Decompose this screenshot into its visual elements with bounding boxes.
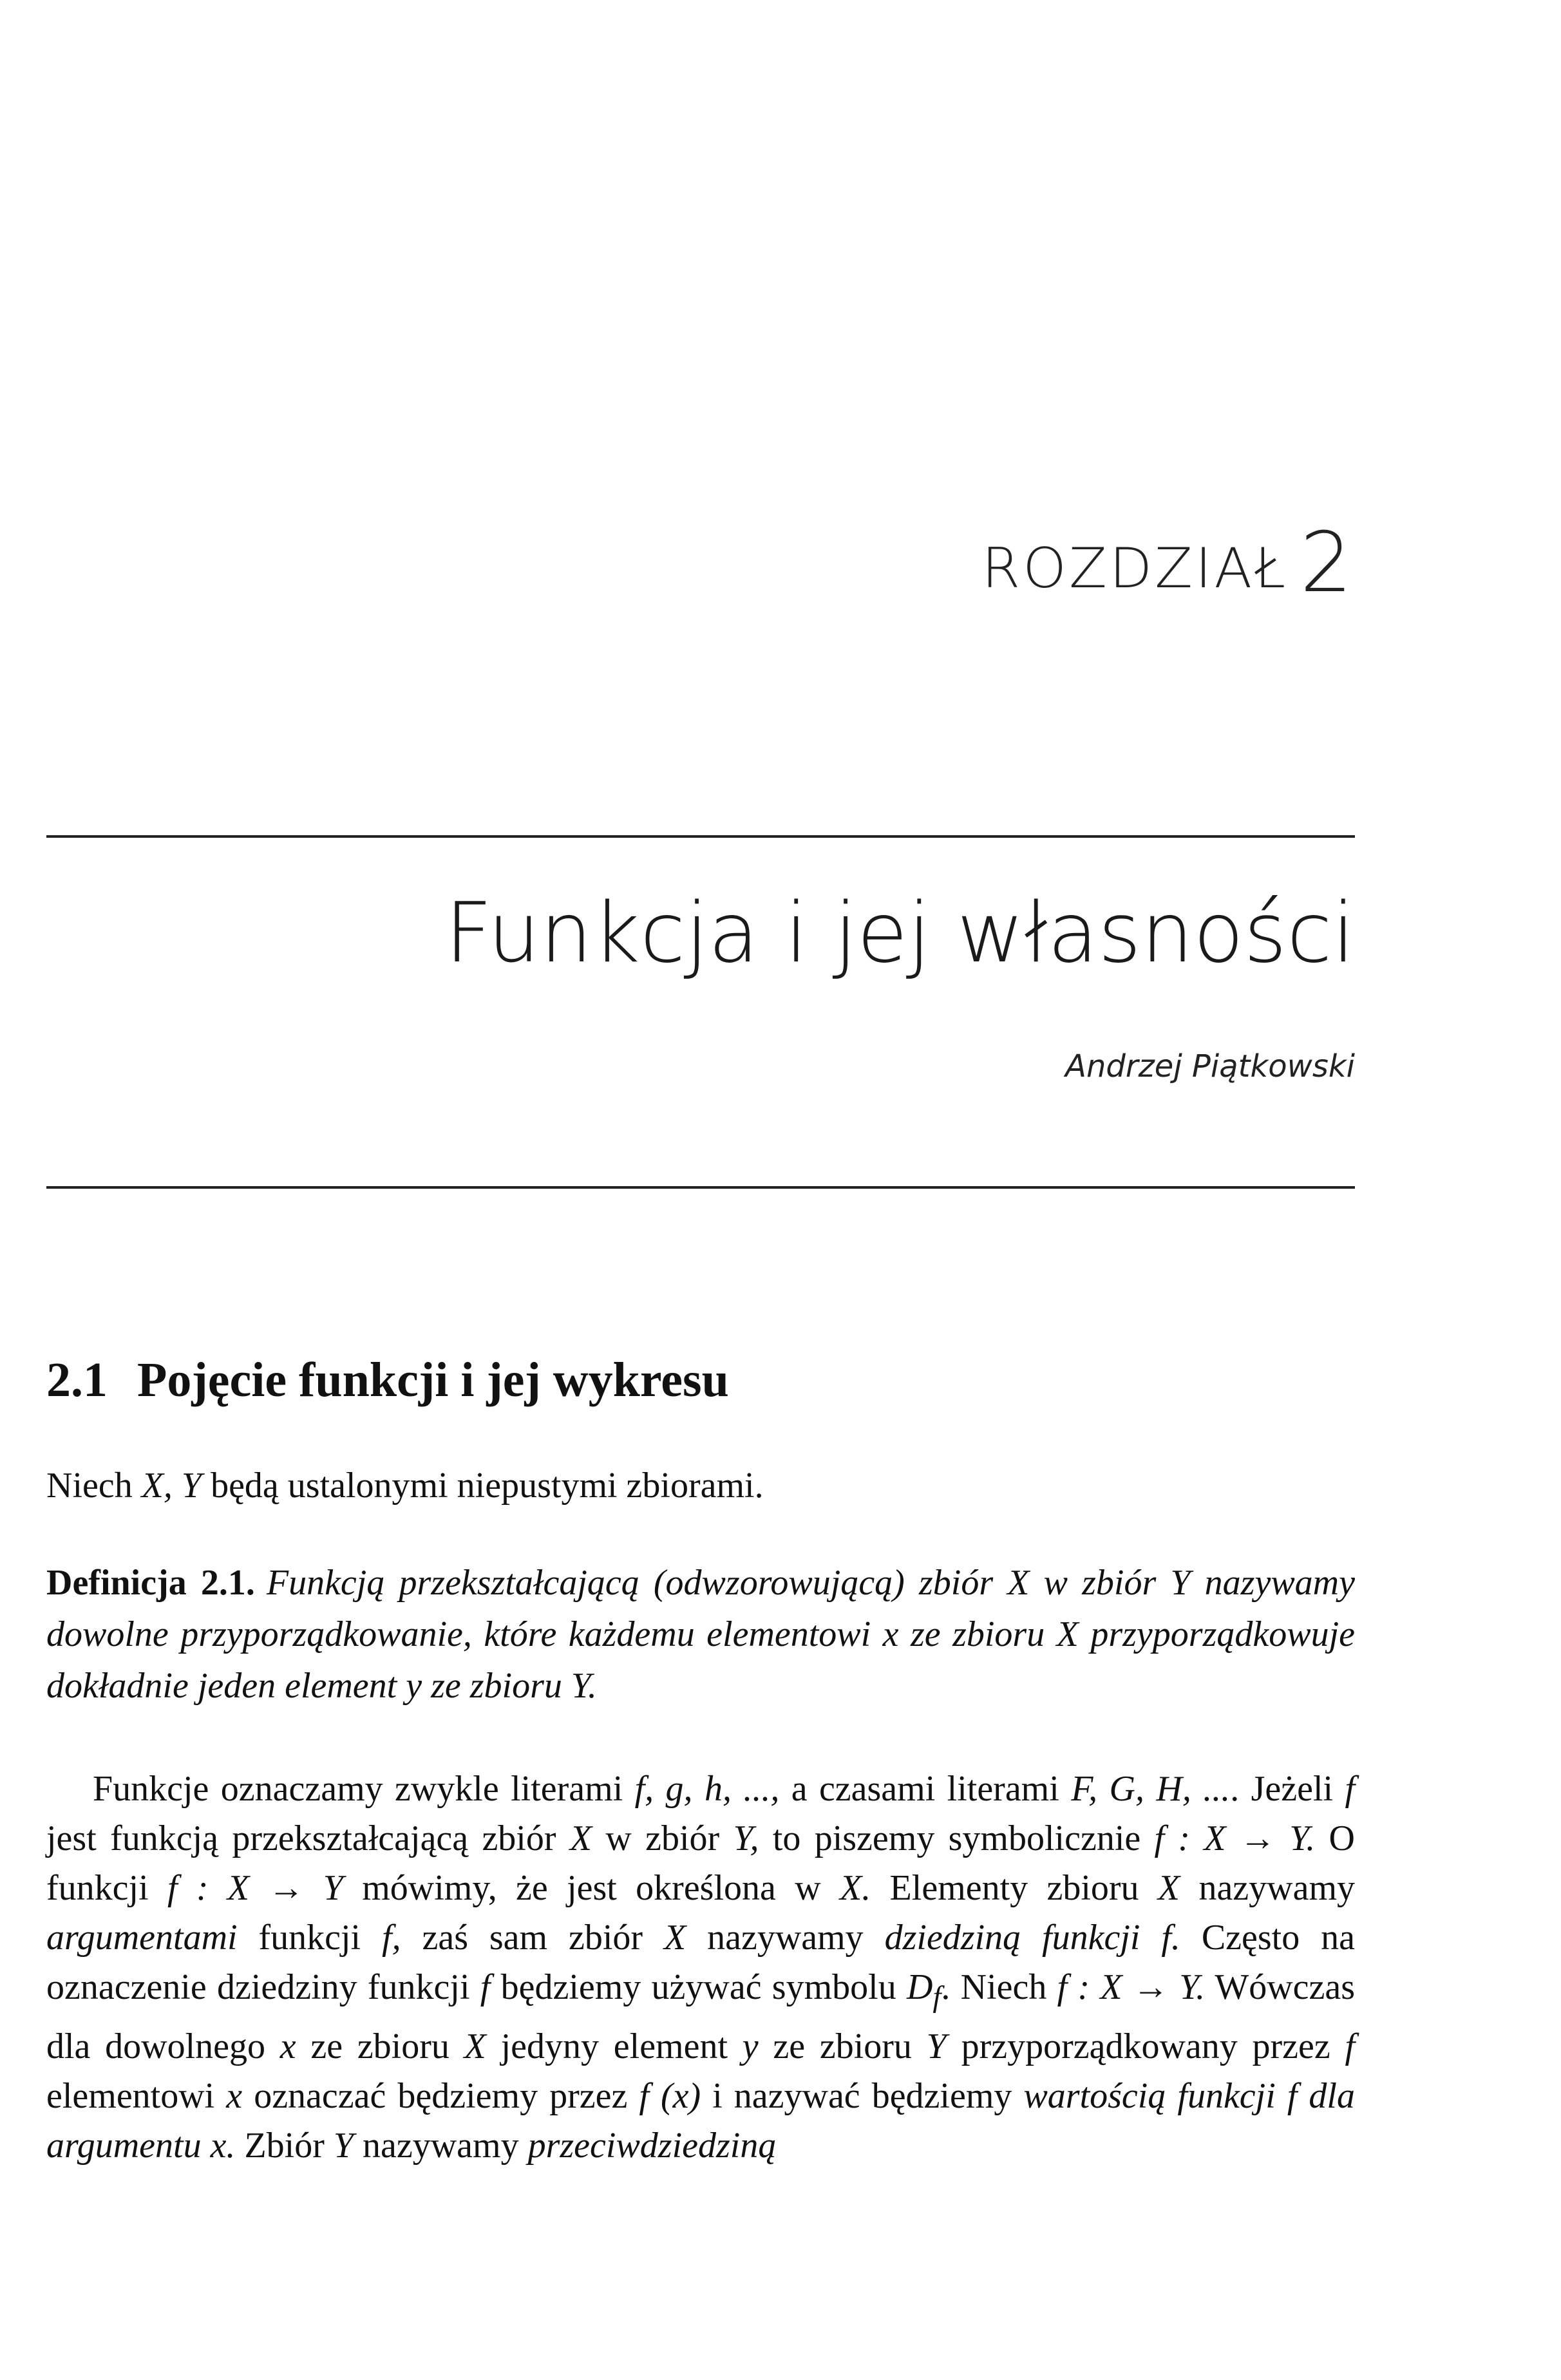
chapter-number: 2 [1300, 515, 1355, 611]
section-heading [46, 1352, 729, 1408]
definition-block [46, 1557, 1355, 1712]
math: X [1157, 1868, 1180, 1908]
math: Y, [733, 1818, 759, 1858]
math: f [480, 1967, 491, 2007]
text: O funkcji [46, 1818, 1355, 1908]
text: ze zbioru [296, 2026, 464, 2067]
text: elementowi [46, 2076, 227, 2117]
text: Zbiór [235, 2126, 334, 2166]
text: będziemy używać symbolu [490, 1967, 907, 2007]
text: w zbiór [592, 1818, 733, 1858]
text: Wówczas dla dowolnego [46, 1967, 1355, 2067]
definition-label: Definicja 2.1. [46, 1563, 255, 1603]
chapter-author: Andrzej Piątkowski [1065, 1048, 1355, 1084]
math: D [906, 1967, 933, 2007]
intro-sentence [46, 1465, 764, 1506]
text: . Jeżeli [1230, 1769, 1345, 1809]
math: f, g, h, ..., [634, 1769, 780, 1809]
math: f [1345, 2026, 1356, 2067]
text: przyporządkowany przez [946, 2026, 1345, 2067]
math: f : X → Y [167, 1868, 343, 1908]
intro-math: X, Y [141, 1466, 202, 1506]
text: ze zbioru [758, 2026, 927, 2067]
math: x [226, 2076, 243, 2117]
emphasis: wartością funkcji f dla argumentu x. [46, 2076, 1355, 2166]
math: X [464, 2026, 486, 2067]
math: f : X → Y. [1057, 1967, 1206, 2007]
section-title: Pojęcie funkcji i jej wykresu [137, 1353, 729, 1407]
text: to piszemy symbolicznie [759, 1818, 1155, 1858]
text: nazywamy [686, 1918, 885, 1958]
text: Elementy zbioru [871, 1868, 1158, 1908]
math: Y [333, 2126, 354, 2166]
chapter-title: Funkcja i jej własności [444, 885, 1355, 981]
chapter-word: ROZDZIAŁ [981, 536, 1289, 601]
math: f, [382, 1918, 401, 1958]
emphasis: dziedziną funkcji f. [884, 1918, 1180, 1958]
math: f [1345, 1769, 1355, 1809]
intro-text: Niech [46, 1466, 142, 1506]
text: a czasami literami [779, 1769, 1072, 1809]
title-rule-top [46, 835, 1355, 838]
text: . Niech [941, 1967, 1057, 2007]
title-rule-bottom [46, 1186, 1355, 1189]
text: jest funkcją przekształcającą zbiór [46, 1818, 570, 1858]
body-paragraph [46, 1764, 1355, 2171]
chapter-label [982, 515, 1355, 611]
emphasis: argumentami [46, 1918, 238, 1958]
text: nazywamy [354, 2126, 528, 2166]
math: x [279, 2026, 296, 2067]
emphasis: przeciwdziedziną [527, 2126, 777, 2166]
intro-text: będą ustalonymi niepustymi zbiorami. [202, 1466, 764, 1506]
text: Funkcje oznaczamy zwykle literami [93, 1769, 635, 1809]
math: f (x) [639, 2076, 701, 2117]
math: F, G, H, ... [1071, 1769, 1231, 1809]
math: X [663, 1918, 686, 1958]
math: X. [840, 1868, 871, 1908]
math: y [742, 2026, 759, 2067]
math: X [569, 1818, 592, 1858]
math-subscript: f [932, 1980, 941, 2014]
text: i nazywać będziemy [701, 2076, 1024, 2117]
text: nazywamy [1180, 1868, 1356, 1908]
text: funkcji [237, 1918, 383, 1958]
math: f : X → Y. [1154, 1818, 1316, 1858]
text: oznaczać będziemy przez [242, 2076, 639, 2117]
section-number: 2.1 [46, 1353, 108, 1407]
text: Często na oznaczenie dziedziny funkcji [46, 1918, 1356, 2007]
text: jedyny element [486, 2026, 743, 2067]
text: zaś sam zbiór [401, 1918, 664, 1958]
definition-body: Funkcją przekształcającą (odwzorowującą) zbiór X w zbiór Y nazywamy dowolne przyporządkowanie, które każdemu elementowi x ze zbioru X przyporządkowuje dokładnie jeden element y ze zbioru Y. [46, 1563, 1355, 1706]
math: Y [926, 2026, 947, 2067]
text: mówimy, że jest określona w [343, 1868, 840, 1908]
